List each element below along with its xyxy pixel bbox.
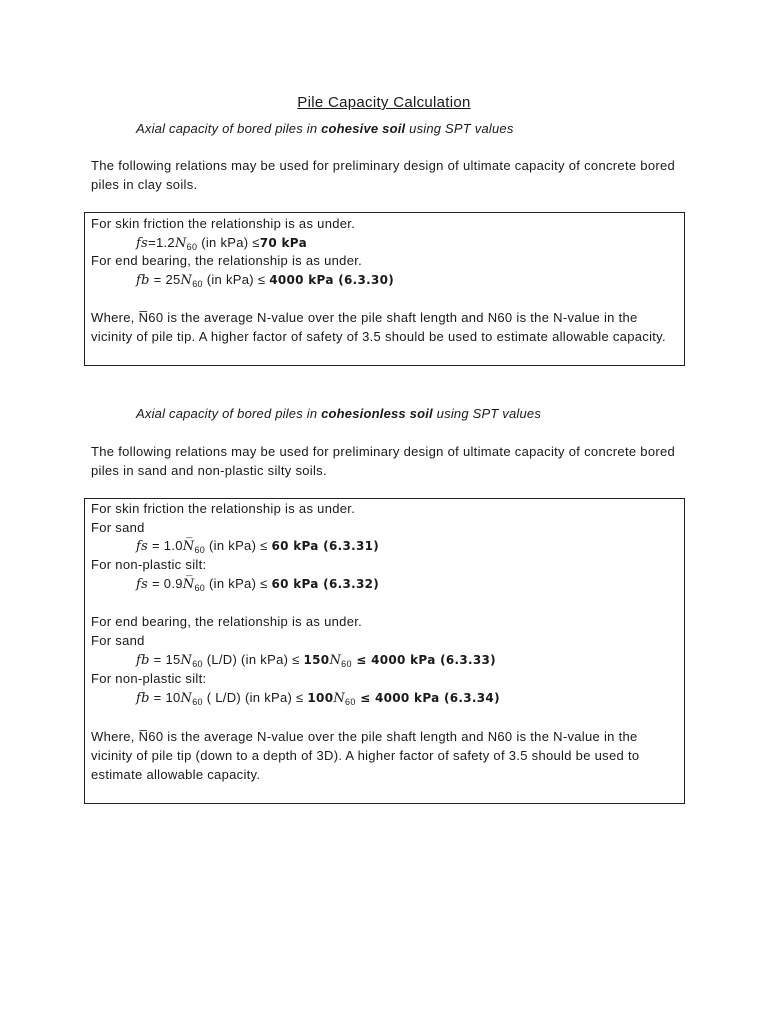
formula-n: N — [180, 653, 193, 668]
section1-heading — [136, 121, 514, 136]
formula-var: fs — [136, 539, 149, 554]
formula-limit: 70 kPa — [259, 236, 307, 250]
section2-end-sand-label: For sand — [91, 633, 145, 648]
formula-unit: (in kPa) ≤ — [202, 272, 270, 287]
formula-n: N — [180, 273, 193, 288]
section1-skin-friction-formula — [136, 235, 307, 255]
section2-heading-post: using SPT values — [432, 406, 542, 421]
formula-var: fs — [136, 236, 149, 251]
formula-sub: 60 — [194, 545, 206, 555]
formula-unit: (in kPa) ≤ — [197, 235, 260, 250]
section2-sand-skin-formula — [136, 538, 379, 558]
section2-intro: The following relations may be used for preliminary design of ultimate capacity of concrete bored piles in sand and non-plastic silty soils. — [91, 444, 676, 478]
formula-sub: 60 — [192, 659, 203, 669]
formula-limit: 4000 kPa (6.3.30) — [269, 273, 395, 287]
formula-limit: 60 kPa (6.3.31) — [271, 539, 380, 553]
section1-end-bearing-formula — [136, 272, 394, 292]
formula-limit: ≤ 4000 kPa (6.3.34) — [355, 691, 500, 705]
section2-end-silt-label: For non-plastic silt: — [91, 671, 207, 686]
section2-heading — [136, 406, 541, 421]
formula-n: N̅ — [182, 539, 195, 554]
section2-silt-skin-formula — [136, 576, 379, 596]
formula-eq: =1.2 — [148, 235, 175, 250]
section1-end-bearing-label: For end bearing, the relationship is as under. — [91, 253, 363, 268]
section2-sand-label: For sand — [91, 520, 145, 535]
formula-unit: (L/D) (in kPa) ≤ — [202, 652, 304, 667]
formula-unit: (in kPa) ≤ — [205, 576, 272, 591]
section2-skin-friction-label: For skin friction the relationship is as under. — [91, 501, 356, 516]
formula-sub: 60 — [194, 583, 206, 593]
formula-eq: = 0.9 — [148, 576, 183, 591]
formula-n: N — [180, 691, 193, 706]
section2-silt-label: For non-plastic silt: — [91, 557, 207, 572]
formula-limit-sub: 60 — [345, 697, 356, 707]
section1-intro: The following relations may be used for preliminary design of ultimate capacity of concrete bored piles in clay soils. — [91, 158, 676, 192]
section2-heading-bold: cohesionless soil — [321, 406, 433, 421]
section2-heading-pre: Axial capacity of bored piles in — [136, 406, 322, 421]
formula-sub: 60 — [192, 279, 203, 289]
page-title: Pile Capacity Calculation — [297, 94, 471, 111]
formula-eq: = 10 — [149, 690, 181, 705]
formula-var: fb — [136, 653, 150, 668]
formula-unit: ( L/D) (in kPa) ≤ — [202, 690, 308, 705]
formula-eq: = 15 — [149, 652, 181, 667]
section1-where-paragraph: Where, N̅60 is the average N-value over the pile shaft length and N60 is the N-value in the vicinity of pile tip. A higher factor of safety of 3.5 should be used to estimate allowable capacity. — [91, 310, 666, 344]
formula-unit: (in kPa) ≤ — [205, 538, 272, 553]
section2-silt-end-formula — [136, 690, 500, 710]
section1-heading-pre: Axial capacity of bored piles in — [136, 121, 322, 136]
section1-skin-friction-label: For skin friction the relationship is as under. — [91, 216, 356, 231]
formula-eq: = 1.0 — [148, 538, 183, 553]
formula-limit-sub: 60 — [341, 659, 352, 669]
formula-var: fs — [136, 577, 149, 592]
formula-var: fb — [136, 691, 150, 706]
section2-end-bearing-label: For end bearing, the relationship is as under. — [91, 614, 363, 629]
formula-n: N — [174, 236, 187, 251]
section2-where-paragraph: Where, N̅60 is the average N-value over the pile shaft length and N60 is the N-value in the vicinity of pile tip (down to a depth of 3D). A higher factor of safety of 3.5 should be used to estimate allowable capacity. — [91, 729, 640, 782]
formula-n: N̅ — [182, 577, 195, 592]
section1-heading-bold: cohesive soil — [321, 121, 406, 136]
formula-limit: 60 kPa (6.3.32) — [271, 577, 380, 591]
formula-limit-n: N — [333, 691, 346, 706]
formula-limit-coef: 150 — [303, 653, 330, 667]
formula-limit: ≤ 4000 kPa (6.3.33) — [351, 653, 496, 667]
formula-sub: 60 — [186, 242, 198, 252]
section1-heading-post: using SPT values — [405, 121, 514, 136]
formula-limit-coef: 100 — [307, 691, 334, 705]
section2-sand-end-formula — [136, 652, 496, 672]
formula-limit-n: N — [329, 653, 342, 668]
formula-sub: 60 — [192, 697, 203, 707]
formula-var: fb — [136, 273, 150, 288]
formula-eq: = 25 — [149, 272, 181, 287]
